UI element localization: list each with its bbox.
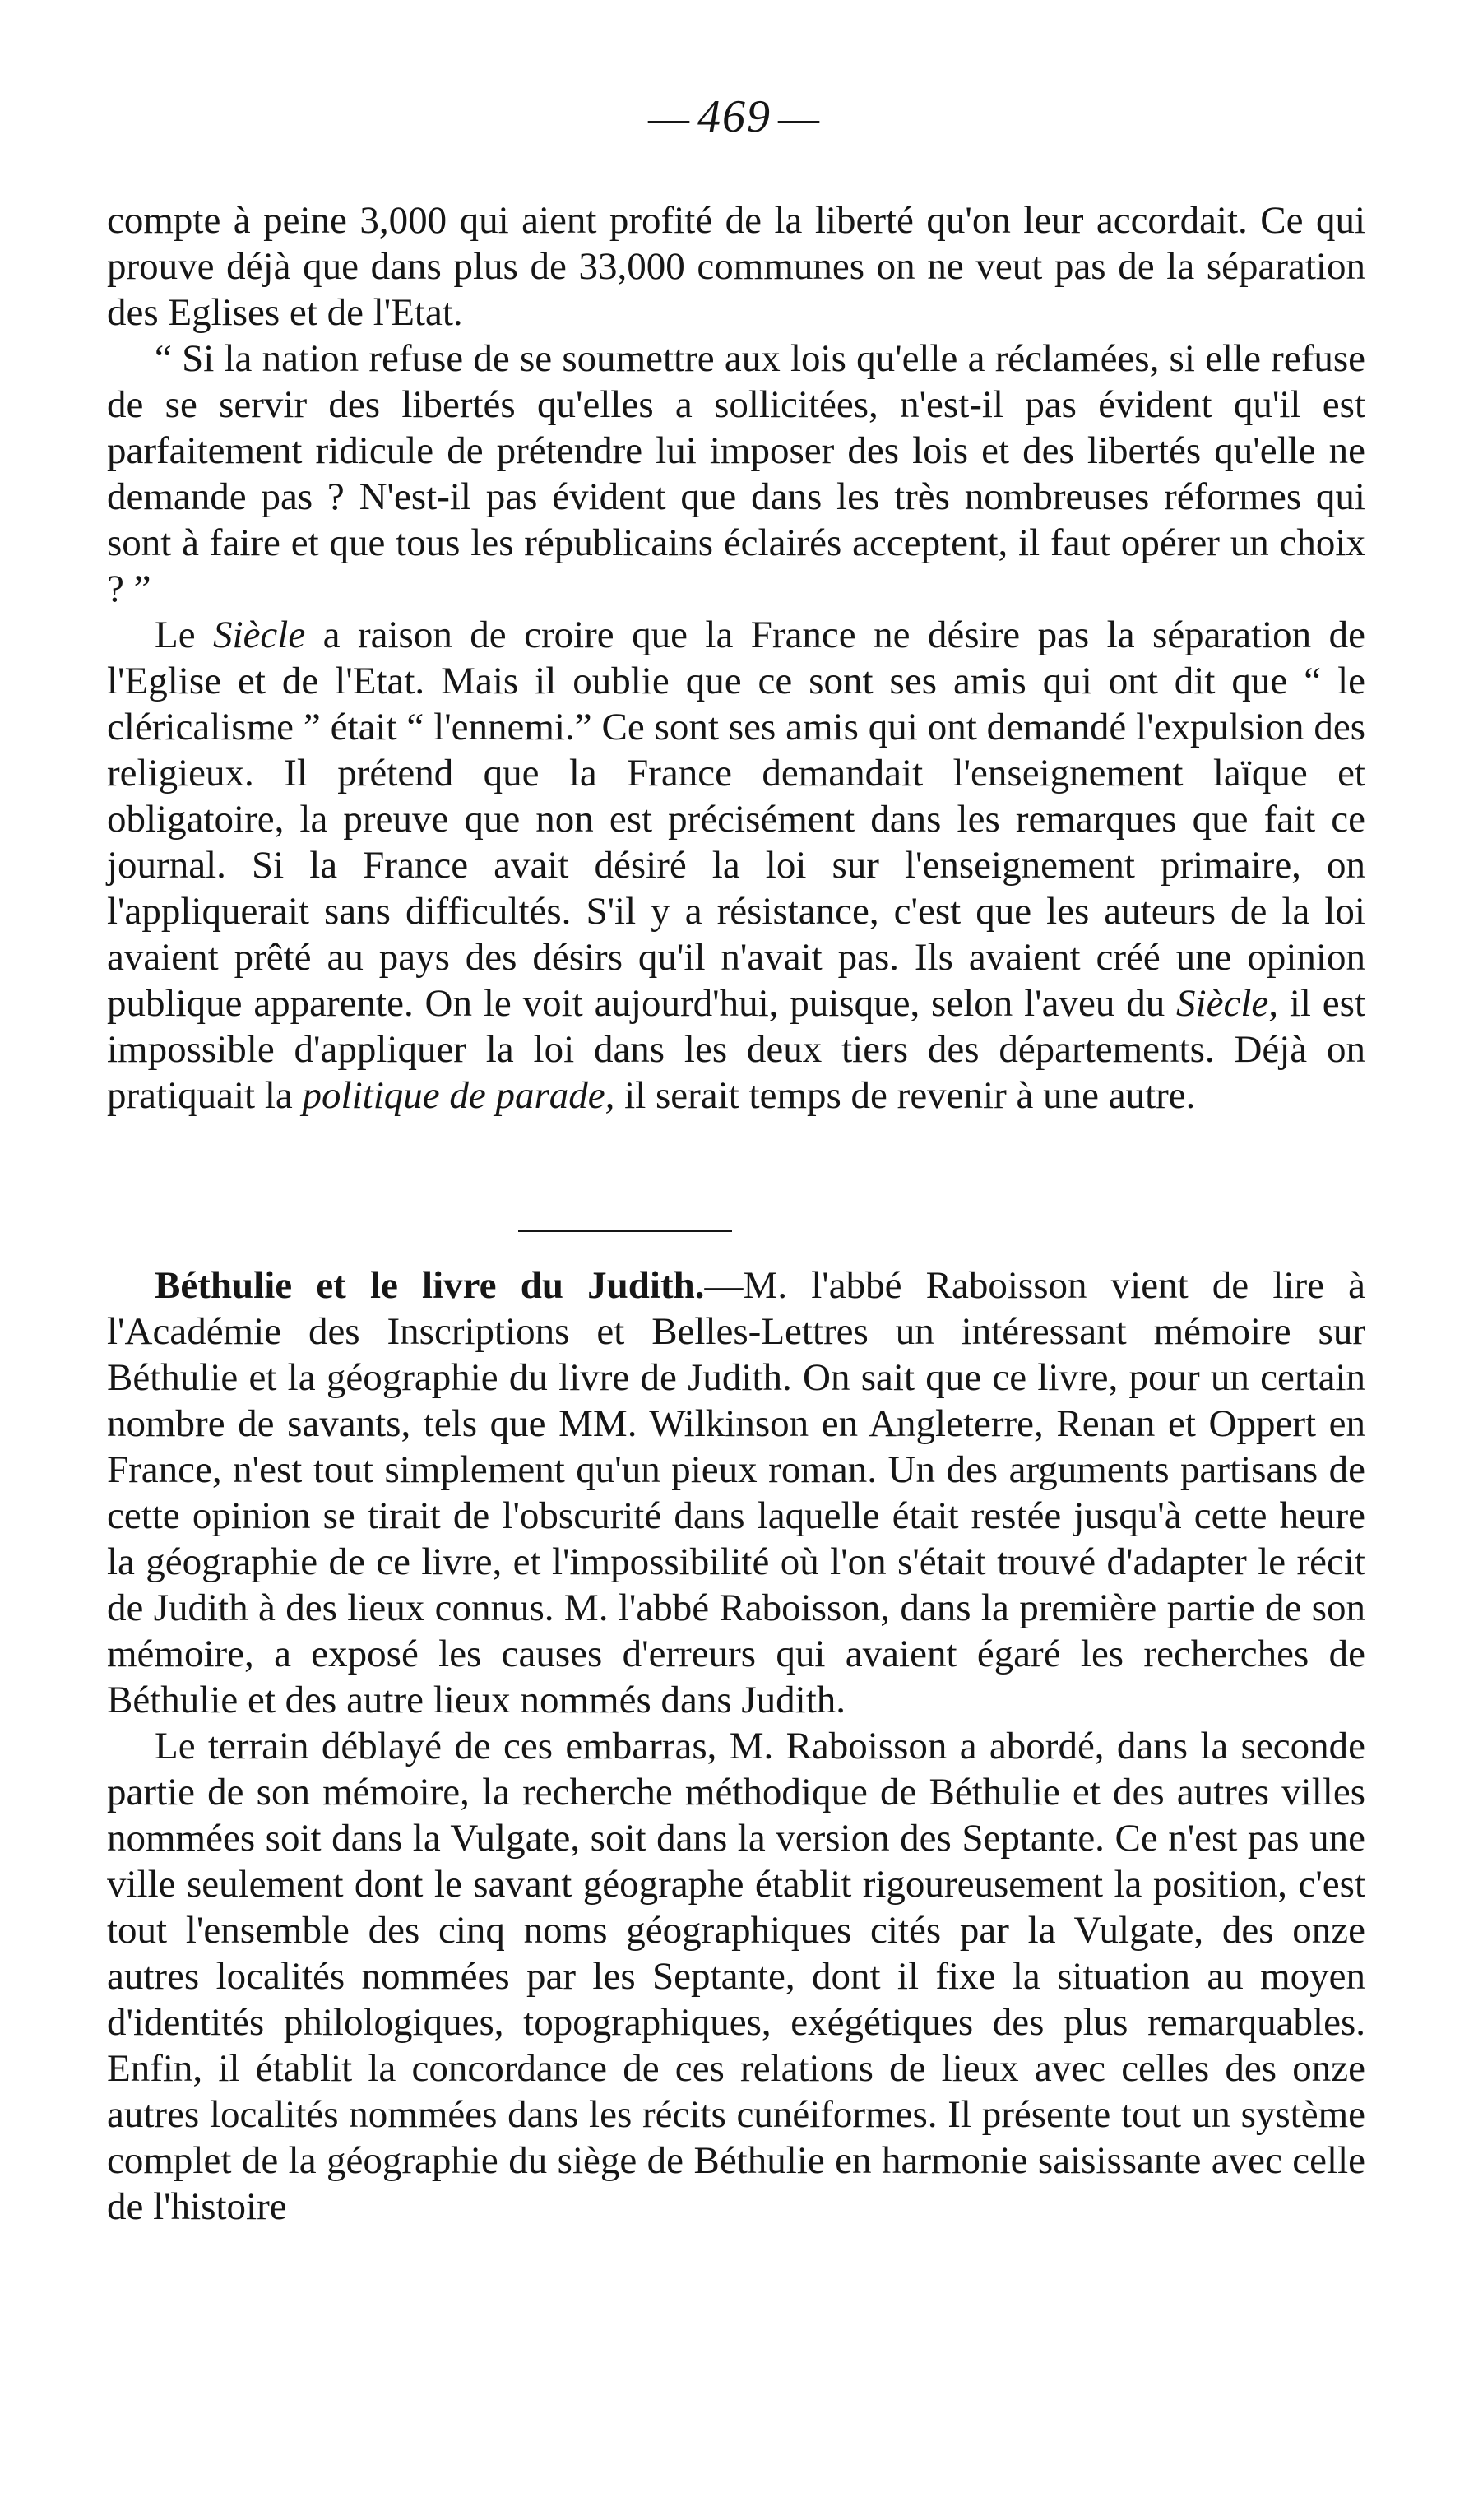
page-number-dash-left: — <box>648 95 691 141</box>
paragraph-quotation: “ Si la nation refuse de se soumettre aux lois qu'elle a réclamées, si elle refuse de se servir des libertés qu'elles a sollicitées, n'est-il pas évident qu'il est parfaitement ridicule de prétendre lui imposer des lois et des libertés qu'elle ne demande pas ? N'est-il pas évident que dans les très nombreuses réformes qui sont à faire et que tous les républicains éclairés acceptent, il faut opérer un choix ? ” <box>107 337 1365 610</box>
text-run: —M. l'abbé Raboisson vient de lire à l'Académie des Inscriptions et Belles-Lettres un intéressant mémoire sur Béthulie et la géographie du livre de Judith. On sait que ce livre, pour un certain nombre de savants, tels que MM. Wilkinson en Angleterre, Renan et Oppert en France, n'est tout simplement qu'un pieux roman. Un des arguments partisans de cette opinion se tirait de l'obscurité dans laquelle était restée jusqu'à cette heure la géographie de ce livre, et l'impossibilité où l'on s'était trouvé d'adapter le récit de Judith à des lieux connus. M. l'abbé Raboisson, dans la première partie de son mémoire, a exposé les causes d'erreurs qui avaient égaré les recherches de Béthulie et des autre lieux nommés dans Judith. <box>107 1264 1365 1721</box>
text-run: il serait temps de revenir à une autre. <box>614 1074 1196 1117</box>
text-run: Le <box>155 614 214 656</box>
article-continuation <box>107 197 1365 1119</box>
text-run: a raison de croire que la France ne désire pas la séparation de l'Eglise et de l'Etat. Mais il oublie que ce sont ses amis qui ont dit que “ le cléricalisme ” était “ l'ennemi.” Ce sont ses amis qui ont demandé l'expulsion des religieux. Il prétend que la France demandait l'enseignement laïque et obligatoire, la preuve que non est précisément dans les remarques que fait ce journal. Si la France avait désiré la loi sur l'enseignement primaire, on l'appliquerait sans difficultés. S'il y a résistance, c'est que les auteurs de la loi avaient prêté au pays des désirs qu'il n'avait pas. Ils avaient créé une opinion publique apparente. On le voit aujourd'hui, puisque, selon l'aveu du <box>107 614 1365 1025</box>
article-bethulie <box>107 1262 1365 2230</box>
paragraph-bethulie-intro <box>107 1262 1365 1723</box>
article-heading: Béthulie et le livre du Judith. <box>155 1264 705 1307</box>
page-number-dash-right: — <box>778 95 821 141</box>
paragraph-bethulie-second: Le terrain déblayé de ces embarras, M. Raboisson a abordé, dans la seconde partie de son mémoire, la recherche méthodique de Béthulie et des autres villes nommées soit dans la Vulgate, soit dans la version des Septante. Ce n'est pas une ville seulement dont le savant géographe établit rigoureusement la position, c'est tout l'ensemble des cinq noms géographiques cités par la Vulgate, des onze autres localités nommées par les Septante, dont il fixe la situation au moyen d'identités philologiques, topographiques, exégétiques des plus remarquables. Enfin, il établit la concordance de ces relations de lieux avec celles des onze autres localités nommées dans les récits cunéiformes. Il présente tout un système complet de la géographie du siège de Béthulie en harmonie saisissante avec celle de l'histoire <box>107 1725 1365 2228</box>
italic-siecle: Siècle <box>213 614 306 656</box>
page-number <box>0 90 1469 143</box>
section-divider <box>518 1230 732 1232</box>
paragraph-continuation: compte à peine 3,000 qui aient profité de la liberté qu'on leur accordait. Ce qui prouve déjà que dans plus de 33,000 communes on ne veut pas de la séparation des Eglises et de l'Etat. <box>107 199 1365 334</box>
text-run: il est impossible d'appliquer la loi dans les deux tiers des départements. Déjà on pratiquait la <box>107 982 1366 1117</box>
italic-politique-de-parade: politique de parade, <box>302 1074 615 1117</box>
italic-siecle-2: Siècle, <box>1176 982 1278 1025</box>
paragraph-siecle <box>107 612 1365 1119</box>
page-number-value: 469 <box>697 91 772 142</box>
